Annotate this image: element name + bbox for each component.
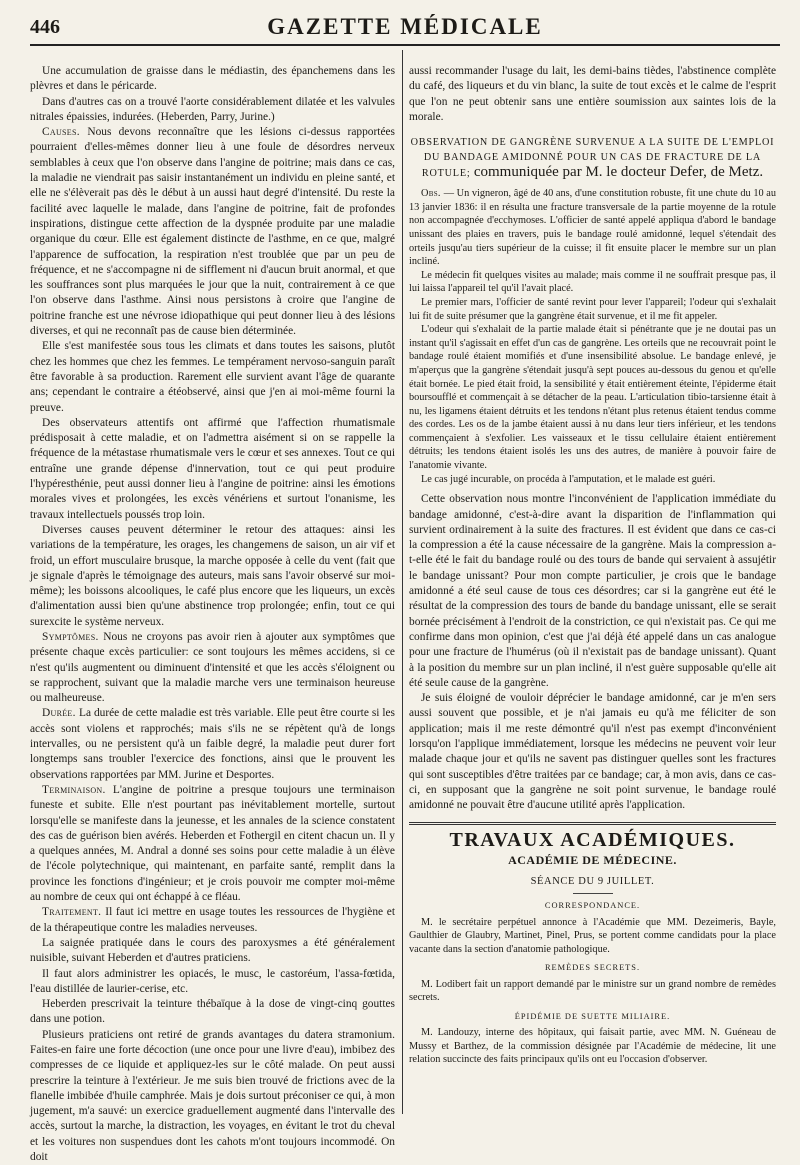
paragraph-lead: Durée. xyxy=(42,707,79,720)
column-divider xyxy=(402,50,403,1114)
paragraph-text: Cette observation nous montre l'inconvénient de l'application immédiate du bandage amidonné, c'est-à-dire avant la disparition de l'inflammation qui survient ordinairement à la suite des fractures. Il est évident que dans ce cas-ci la compression a été la cause nécessaire de la gangrène. Mais la compression a-t-elle été le fait du bandage roulé ou des tours de bande qui servaient à assujétir le bandage unissant? Pour mon compte particulier, je crois que le bandage amidonné a été seul cause de tous ces désordres; car si la gangrène eut été le résultat de la compression des tours de bande du bandage unissant, elle se serait bornée précisément à l'endroit de la constriction, ce qui n'existait pas. Ce qui me confirme dans mon opinion, c'est que j'ai déjà été appelé dans un cas analogue pour une fracture de l'humérus (où il n'existait pas de bandage unissant). Quant à la position du membre sur un plan incliné, il n'est guère supposable qu'elle ait été seule cause de la gangrène. xyxy=(409,493,776,689)
observation-block xyxy=(409,187,776,486)
commentary-paragraph xyxy=(409,492,776,691)
paragraph-text: — Un vigneron, âgé de 40 ans, d'une constitution robuste, fit une chute du 10 au 13 janvier 1836: il en résulta une fracture transversale de la partie moyenne de la rotule non accompagnée d'ecchymoses. L'officier de santé appelé appliqua d'abord le bandage unissant des plaies en travers, puis le bandage roulé amidonné, lequel s'étendait des orteils jusqu'au tiers supérieur de la cuisse; il fit ensuite placer le membre sur un plan incliné. xyxy=(409,188,776,268)
left-paragraph xyxy=(30,523,395,630)
remedes-text: M. Lodibert fait un rapport demandé par le ministre sur un grand nombre de remèdes secrets. xyxy=(409,978,776,1004)
paragraph-text: Plusieurs praticiens ont retiré de grands avantages du datera stramonium. Faites-en faire une forte décoction (une once pour une livre d'eau), imbibez des compresses de ce liquide et appliquez-les sur le côté malade. On peut aussi prescrire la teinture à l'extérieur. Je me suis bien trouvé de frictions avec de la flanelle imbibée d'huile camphrée. Mais je dois surtout préconiser ce qui, à mon jugement, m'a sauvé: un exercice graduellement augmenté dans l'intervalle des accès, surtout la marche, la distraction, les voyages, en évitant le trot du cheval et les voitures non suspendues dont les cahots m'ont toujours incommodé. On doit xyxy=(30,1028,395,1164)
section-title: TRAVAUX ACADÉMIQUES. xyxy=(449,829,736,852)
observation-paragraph xyxy=(409,296,776,323)
paragraph-text: Le cas jugé incurable, on procéda à l'amputation, et le malade est guéri. xyxy=(421,473,716,485)
paragraph-text: Le médecin fit quelques visites au malade; mais comme il ne souffrait presque pas, il lui laissa l'appareil tel qu'il l'avait placé. xyxy=(409,269,776,295)
right-column xyxy=(409,64,776,1114)
paragraph-text: L'odeur qui s'exhalait de la partie malade était si pénétrante que je ne doutai pas un instant qu'il s'agissait en effet d'un cas de gangrène. Les orteils que ne recouvrait point le bandage roulé étaient momifiés et d'une insensibilité absolue. Le bandage enlevé, je m'aperçus que la gangrène s'étendait jusqu'à sept pouces au-dessous du genou et qu'elle était bornée. Le pied était froid, la sensibilité y était entièrement éteinte, l'épiderme était boursoufflé et commençait à se détacher de la peau. L'articulation tibio-tarsienne était à nu, les ligamens étaient détruits et les tendons n'étant plus retenus étaient tendus comme des cordes. Les os de la jambe étaient aussi à nu dans leur tiers inférieur, et les tendons commençaient à s'exfolier. Les vaisseaux et le tissu cellulaire étaient entièrement détruits; les tendons étaient isolés les uns des autres, de manière à pouvoir faire de l'anatomie vivante. xyxy=(409,324,776,472)
observation-paragraph xyxy=(409,323,776,473)
paragraph-text: Je suis éloigné de vouloir déprécier le bandage amidonné, car je m'en sers aussi souvent que possible, et je n'ai jamais eu qu'à me féliciter de son application; mais il me reste démontré qu'il n'est pas exempt d'inconvénient lorsqu'on l'applique immédiatement, lorsque les médecins ne peuvent voir leur malade chaque jour et qu'ils ne savent pas distinguer quelles sont les fractures qui sont susceptibles d'être traitées par ce bandage; car, à mon avis, dans ce cas-ci, en supposant que la gangrène ne soit point survenue, le bandage roulé amidonné ne pouvait être d'aucune utilité après l'application. xyxy=(409,692,776,812)
paragraph-text: Dans d'autres cas on a trouvé l'aorte considérablement dilatée et les valvules nitrales épaissies, indurées. (Heberden, Parry, Jurine.) xyxy=(30,95,395,123)
session-date: SÉANCE DU 9 JUILLET. xyxy=(530,876,655,888)
paragraph-text: Des observateurs attentifs ont affirmé que l'affection rhumatismale prédisposait à cette maladie, et on l'admettra aisément si on se rappelle la fréquence de la métastase rhumatismale vers le cœur et ses annexes. Tout ce qui entraîne une grande dépense d'innervation, tout ce qui peut produire l'hypéresthénie, peut aussi donner lieu à l'angine de poitrine: ainsi les émotions morales vives et prolongées, les excès vénériens et surtout l'onanisme, les travaux intellectuels poussés trop loin. xyxy=(30,416,395,521)
academy-title: ACADÉMIE DE MÉDECINE. xyxy=(508,852,677,867)
paragraph-text: Heberden prescrivait la teinture thébaïque à la dose de vingt-cinq gouttes dans une potion. xyxy=(30,998,395,1026)
paragraph-text: La saignée pratiquée dans le cours des paroxysmes a été généralement nuisible, suivant Heberden et d'autres praticiens. xyxy=(30,936,395,965)
page-number: 446 xyxy=(30,16,60,38)
paragraph-lead: Causes. xyxy=(42,126,88,139)
left-paragraph xyxy=(30,1028,395,1165)
section-divider xyxy=(409,822,776,825)
epidemie-heading: ÉPIDÉMIE DE SUETTE MILIAIRE. xyxy=(514,1011,671,1021)
article-byline: communiquée par M. le docteur Defer, de Metz. xyxy=(473,164,764,181)
left-paragraph xyxy=(30,997,395,1028)
paragraph-text: Elle s'est manifestée sous tous les climats et dans toutes les saisons, plutôt chez les hommes que chez les femmes. Le tempérament nervoso-sanguin paraît être favorable à sa production. Rarement elle survient avant l'âge de quarante ans; cependant le contraire a étéobservé, ainsi que j'en ai moi-même fourni la preuve. xyxy=(30,340,395,414)
left-column xyxy=(30,64,396,1164)
paragraph-text: Nous ne croyons pas avoir rien à ajouter aux symptômes que présente chaque excès particulier: ce sont toujours les mêmes accidens, si ce n'est qu'ils augmentent ou diminuent d'intensité et que les accès s'éloignent ou se rapprochent, suivant que la maladie marche vers une terminaison heureuse ou malheureuse. xyxy=(30,630,395,705)
left-paragraph xyxy=(30,783,395,905)
commentary-block xyxy=(409,492,776,813)
left-paragraph xyxy=(30,64,395,95)
separator xyxy=(573,893,613,894)
left-paragraph xyxy=(30,706,395,782)
paragraph-text: La durée de cette maladie est très variable. Elle peut être courte si les accès sont violens et rapprochés; mais s'ils ne se répètent qu'à de longs intervalles, ou ne persistent qu'à un faible degré, la maladie peut durer fort longtemps sans troubler l'exercice des fonctions, ainsi que le prouvent les observations rapportées par MM. Jurine et Desportes. xyxy=(30,707,395,781)
left-paragraph xyxy=(30,95,395,126)
paragraph-text: Le premier mars, l'officier de santé revint pour lever l'appareil; l'odeur qui s'exhalait lui fit de suite présumer que la gangrène était survenue, et il me fit appeler. xyxy=(409,296,776,322)
article-title xyxy=(409,135,776,181)
article-title-text: OBSERVATION DE GANGRÈNE SURVENUE A LA SUITE DE L'EMPLOI DU BANDAGE AMIDONNÉ POUR UN CAS DE FRACTURE DE LA ROTULE; xyxy=(410,137,775,180)
left-paragraph xyxy=(30,125,395,339)
journal-title: GAZETTE MÉDICALE xyxy=(267,14,543,39)
page-header xyxy=(30,14,780,46)
left-paragraph xyxy=(30,339,395,415)
left-paragraph xyxy=(30,967,395,998)
correspondance-text: M. le secrétaire perpétuel annonce à l'Académie que MM. Dezeimeris, Bayle, Gaulthier de Glaubry, Martinet, Pinel, Prus, se portent comme candidats pour la place vacante dans la section d'anatomie pathologique. xyxy=(409,916,776,955)
commentary-paragraph xyxy=(409,691,776,813)
paragraph-lead: Symptômes. xyxy=(42,630,104,643)
continuation-paragraph: aussi recommander l'usage du lait, les demi-bains tièdes, l'abstinence complète du café, des liqueurs et du vin blanc, la suite de tout excès et le calme de l'esprit que l'on ne peut obtenir sans une entière soumission aux saintes lois de la morale. xyxy=(409,65,776,123)
paragraph-text: L'angine de poitrine a presque toujours une terminaison funeste et subite. Elle n'est pourtant pas inévitablement mortelle, surtout lorsqu'elle se manifeste dans la jeunesse, et les annales de la science constatent des cas de guérison bien avérés. Heberden et Fothergil en citent chacun un. Il y a quelques années, M. Andral a donné ses soins pour cette maladie à un élève de l'école polytechnique, qui maintenant, en parfaite santé, remplit dans la province les fonctions d'ingénieur; et je crois pouvoir me compter moi-même au nombre de ceux qui ont échappé à ce fléau. xyxy=(30,783,396,904)
observation-paragraph xyxy=(409,269,776,296)
paragraph-text: Il faut alors administrer les opiacés, le musc, le castoréum, l'assa-fœtida, l'eau distillée de laurier-cerise, etc. xyxy=(30,967,395,995)
paragraph-lead: Traitement. xyxy=(42,906,106,919)
paragraph-text: Diverses causes peuvent déterminer le retour des attaques: ainsi les variations de la température, les orages, les changemens de saison, un air vif et froid, un effort musculaire brusque, la marche opposée à celle du vent (fait que je signale d'après le témoignage des auteurs, mais sans l'avoir observé sur moi-même); les boissons alcooliques, le café plus encore que les liqueurs, un excès d'alimentation aussi bien qu'une abstinence trop prolongée; enfin, tout ce qui surexcite le système nerveux. xyxy=(30,523,395,628)
left-paragraph xyxy=(30,905,395,936)
remedes-heading: REMÈDES SECRETS. xyxy=(544,963,641,973)
paragraph-text: Une accumulation de graisse dans le médiastin, des épanchemens dans les plèvres et dans le péricarde. xyxy=(30,65,395,93)
paragraph-text: Il faut ici mettre en usage toutes les ressources de l'hygiène et de la thérapeutique contre les maladies nerveuses. xyxy=(30,906,395,934)
paragraph-lead: Obs. xyxy=(421,188,444,200)
paragraph-lead: Terminaison. xyxy=(42,783,113,796)
observation-paragraph xyxy=(409,187,776,269)
left-paragraph xyxy=(30,416,395,523)
correspondance-heading: CORRESPONDANCE. xyxy=(544,901,641,911)
left-paragraph xyxy=(30,630,395,706)
observation-paragraph xyxy=(409,473,776,487)
paragraph-text: Nous devons reconnaître que les lésions ci-dessus rapportées pourraient d'elles-mêmes donner lieu à une foule de désordres nerveux semblables à ceux que l'on observe dans l'angine de poitrine; mais dans ce cas, la maladie ne viendrait pas saisir instantanément un individu en pleine santé, et elle ne s'élèverait pas dès le début à un aussi haut degré d'intensité. Du reste la facilité avec laquelle le malade, dans l'angine de poitrine, fait de profondes inspirations, distingue cette affection de la dyspnée produite par une maladie organique du cœur. Elle est également distincte de l'asthme, en ce que, malgré l'apparence de suffocation, la respiration n'est troublée que par un peu de fréquence, et ne s'accompagne ni de sifflement ni d'aucun bruit anormal, et que les souffrances sont plus marquées le jour que la nuit, contrairement à ce que l'on observe dans l'asthme. Ainsi nous persistons à croire que l'angine de poitrine franche est une névrose idiopathique qui peut donner lieu à des lésions diverses, et qui ne reconnaît pas de cause bien déterminée. xyxy=(30,126,395,338)
epidemie-text: M. Landouzy, interne des hôpitaux, qui faisait partie, avec MM. N. Guéneau de Mussy et Barthez, de la commission désignée par l'Académie de médecine, lit une relation succincte des faits principaux qu'ils ont eu l'occasion d'observer. xyxy=(409,1027,776,1066)
left-paragraph xyxy=(30,936,395,967)
